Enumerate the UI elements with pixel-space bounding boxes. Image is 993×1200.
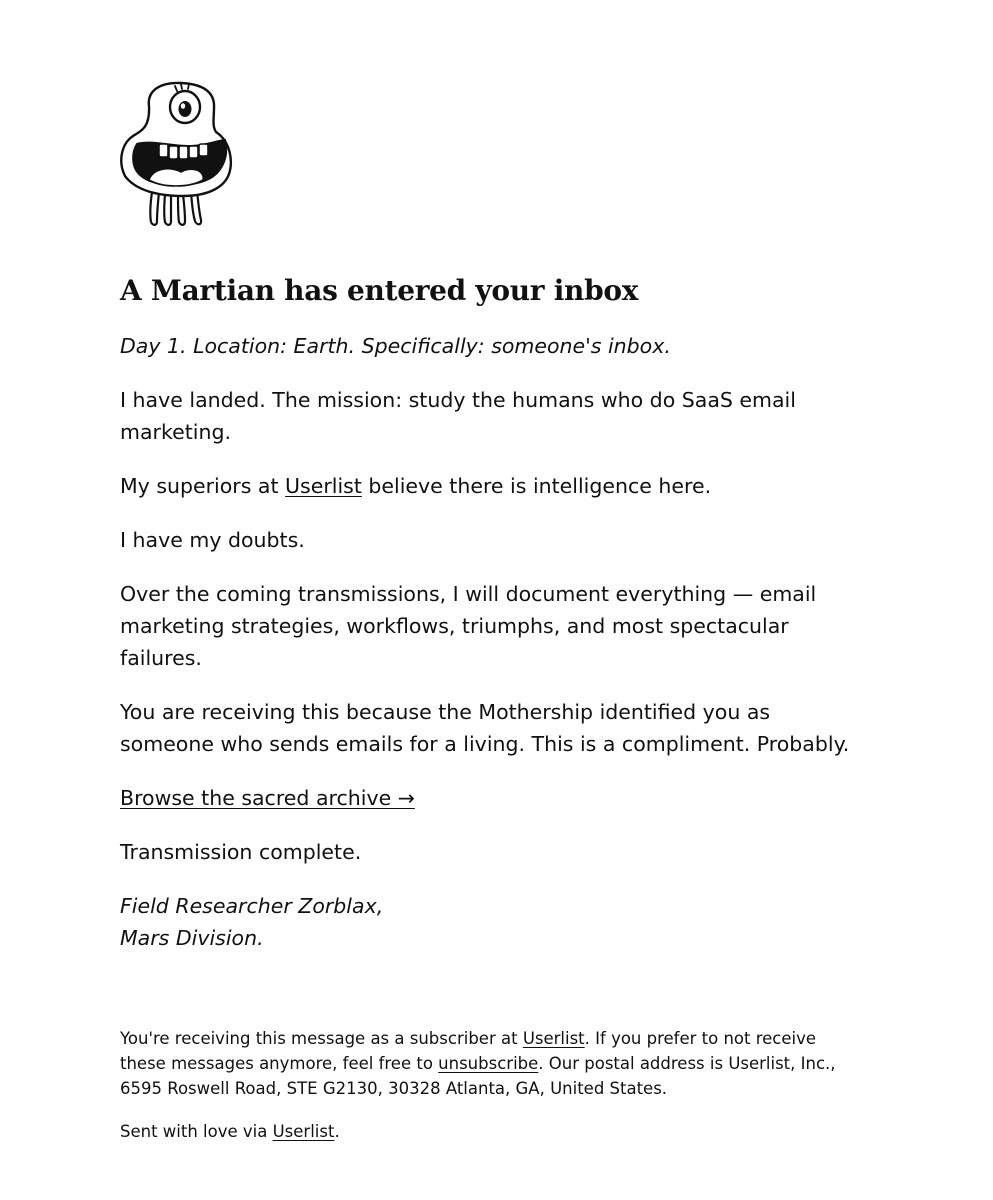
email-body bbox=[120, 0, 865, 1144]
paragraph-doubts: I have my doubts. bbox=[120, 528, 305, 552]
paragraph-transmissions: Over the coming transmissions, I will document everything — email marketing strategies, workflows, triumphs, and most spectacular failures. bbox=[120, 582, 817, 670]
signature bbox=[120, 890, 865, 954]
footer-notice bbox=[120, 1026, 865, 1101]
signature-line-2: Mars Division. bbox=[120, 926, 264, 950]
sent-userlist-link[interactable]: Userlist bbox=[272, 1122, 335, 1141]
closing-line: Transmission complete. bbox=[120, 840, 362, 864]
browse-archive-link[interactable]: Browse the sacred archive → bbox=[120, 786, 415, 810]
unsubscribe-link[interactable]: unsubscribe bbox=[438, 1054, 539, 1073]
footer-text-2: . If you prefer to not receive these messages anymore, feel free to bbox=[120, 1029, 817, 1073]
userlist-link[interactable]: Userlist bbox=[285, 474, 362, 498]
dateline: Day 1. Location: Earth. Specifically: someone's inbox. bbox=[120, 334, 671, 358]
footer-text-3: . Our postal address is Userlist, Inc., 6595 Roswell Road, STE G2130, 30328 Atlanta, GA, United States. bbox=[120, 1054, 836, 1098]
martian-mascot-icon bbox=[119, 80, 239, 228]
footer-text-1: You're receiving this message as a subscriber at bbox=[120, 1029, 523, 1048]
paragraph-receiving: You are receiving this because the Mothership identified you as someone who sends emails for a living. This is a compliment. Probably. bbox=[120, 700, 850, 756]
paragraph-superiors bbox=[120, 470, 865, 502]
sent-text-after: . bbox=[334, 1122, 340, 1141]
sent-text-before: Sent with love via bbox=[120, 1122, 273, 1141]
paragraph-superiors-text-after: believe there is intelligence here. bbox=[361, 474, 712, 498]
paragraph-landed: I have landed. The mission: study the humans who do SaaS email marketing. bbox=[120, 388, 796, 444]
footer-userlist-link[interactable]: Userlist bbox=[522, 1029, 585, 1048]
email-footer bbox=[120, 1026, 865, 1144]
sent-with-love bbox=[120, 1119, 865, 1144]
archive-paragraph bbox=[120, 782, 865, 814]
email-heading: A Martian has entered your inbox bbox=[120, 274, 639, 307]
paragraph-superiors-text-before: My superiors at bbox=[120, 474, 286, 498]
signature-line-1: Field Researcher Zorblax, bbox=[120, 894, 384, 918]
